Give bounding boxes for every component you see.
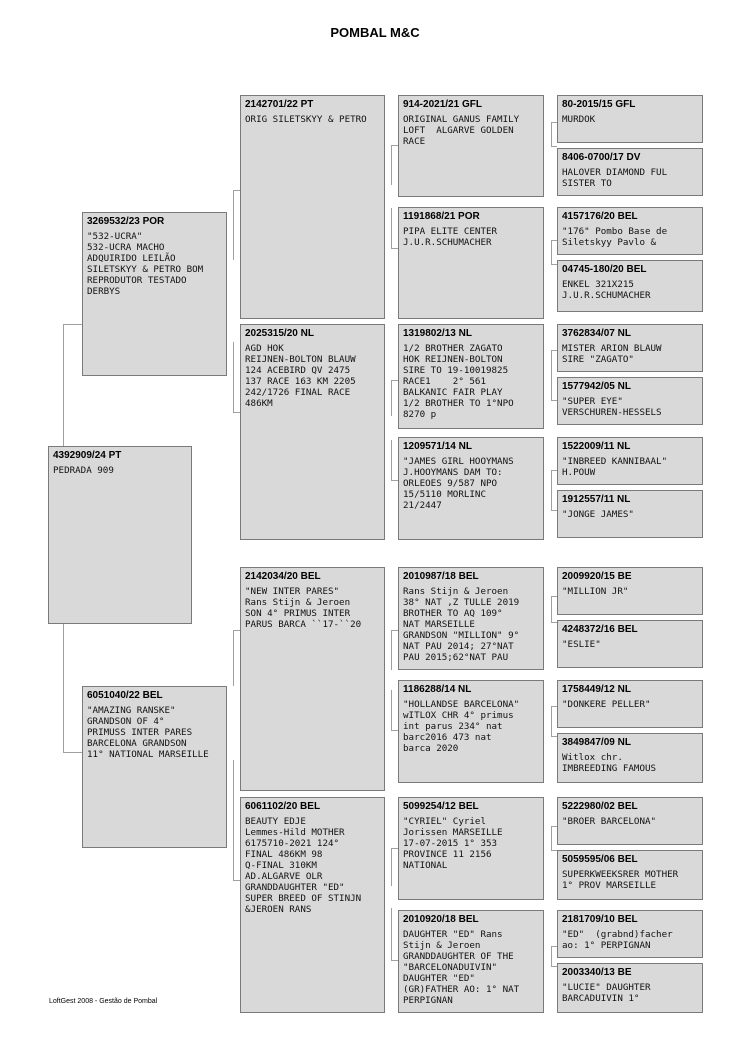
ring-number: 3269532/23 POR bbox=[87, 216, 165, 227]
bird-card-gen4[interactable] bbox=[557, 260, 703, 312]
bird-card-gen2[interactable] bbox=[240, 797, 385, 1013]
ring-number: 5222980/02 BEL bbox=[562, 801, 638, 812]
bird-description: MISTER ARION BLAUW SIRE "ZAGATO" bbox=[562, 343, 662, 365]
bird-card-gen4[interactable] bbox=[557, 797, 703, 845]
ring-number: 2142034/20 BEL bbox=[245, 571, 321, 582]
ring-number: 3762834/07 NL bbox=[562, 328, 631, 339]
bird-description: Rans Stijn & Jeroen 38° NAT ,Z TULLE 2019 BROTHER TO AQ 109° NAT MARSEILLE GRANDSON "MILLION" 9° NAT PAU 2014; 27°NAT PAU 2015;62°NAT PAU bbox=[403, 586, 520, 663]
ring-number: 2003340/13 BE bbox=[562, 967, 632, 978]
bird-description: "HOLLANDSE BARCELONA" wITLOX CHR 4° primus int parus 234° nat barc2016 473 nat barca 2020 bbox=[403, 699, 520, 754]
ring-number: 5059595/06 BEL bbox=[562, 854, 638, 865]
bird-description: "ESLIE" bbox=[562, 639, 601, 650]
bird-description: ENKEL 321X215 J.U.R.SCHUMACHER bbox=[562, 279, 651, 301]
bird-description: HALOVER DIAMOND FUL SISTER TO bbox=[562, 167, 668, 189]
bird-card-gen3[interactable] bbox=[398, 797, 544, 900]
bird-description: "INBREED KANNIBAAL" H.POUW bbox=[562, 456, 668, 478]
ring-number: 2142701/22 PT bbox=[245, 99, 314, 110]
ring-number: 1912557/11 NL bbox=[562, 494, 631, 505]
bird-card-gen3[interactable] bbox=[398, 207, 544, 319]
ring-number: 1758449/12 NL bbox=[562, 684, 631, 695]
ring-number: 5099254/12 BEL bbox=[403, 801, 479, 812]
bird-description: ORIGINAL GANUS FAMILY LOFT ALGARVE GOLDEN RACE bbox=[403, 114, 520, 147]
bird-card-gen4[interactable] bbox=[557, 680, 703, 728]
bird-card-dam[interactable] bbox=[82, 686, 227, 848]
bird-description: "JONGE JAMES" bbox=[562, 509, 634, 520]
page-title: POMBAL M&C bbox=[330, 25, 420, 40]
bird-card-gen3[interactable] bbox=[398, 95, 544, 197]
bird-card-gen4[interactable] bbox=[557, 95, 703, 143]
bird-card-gen4[interactable] bbox=[557, 567, 703, 615]
bird-card-gen4[interactable] bbox=[557, 324, 703, 372]
bird-card-gen4[interactable] bbox=[557, 377, 703, 425]
ring-number: 8406-0700/17 DV bbox=[562, 152, 641, 163]
ring-number: 4392909/24 PT bbox=[53, 450, 122, 461]
ring-number: 2009920/15 BE bbox=[562, 571, 632, 582]
ring-number: 1191868/21 POR bbox=[403, 211, 480, 222]
bird-description: Witlox chr. IMBREEDING FAMOUS bbox=[562, 752, 657, 774]
bird-card-gen2[interactable] bbox=[240, 95, 385, 319]
bird-card-subject[interactable] bbox=[48, 446, 192, 624]
footer-credit: LoftGest 2008 - Gestão de Pombal bbox=[49, 998, 158, 1005]
ring-number: 1319802/13 NL bbox=[403, 328, 472, 339]
bird-description: "CYRIEL" Cyriel Jorissen MARSEILLE 17-07-2015 1° 353 PROVINCE 11 2156 NATIONAL bbox=[403, 816, 503, 871]
bird-description: "MILLION JR" bbox=[562, 586, 629, 597]
bird-description: BEAUTY EDJE Lemmes-Hild MOTHER 6175710-2021 124° FINAL 486KM 98 Q-FINAL 310KM AD.ALGARVE OLR GRANDDAUGHTER "ED" SUPER BREED OF STINJN &JEROEN RANS bbox=[245, 816, 362, 915]
bird-card-gen4[interactable] bbox=[557, 437, 703, 485]
bird-description: AGD HOK REIJNEN-BOLTON BLAUW 124 ACEBIRD QV 2475 137 RACE 163 KM 2205 242/1726 FINAL RACE 486KM bbox=[245, 343, 356, 409]
bird-card-gen3[interactable] bbox=[398, 324, 544, 429]
ring-number: 2010987/18 BEL bbox=[403, 571, 479, 582]
bird-description: "DONKERE PELLER" bbox=[562, 699, 651, 710]
bird-card-gen4[interactable] bbox=[557, 490, 703, 538]
bird-card-gen4[interactable] bbox=[557, 733, 703, 783]
bird-description: "AMAZING RANSKE" GRANDSON OF 4° PRIMUSS INTER PARES BARCELONA GRANDSON 11° NATIONAL MARSEILLE bbox=[87, 705, 209, 760]
bird-description: 1/2 BROTHER ZAGATO HOK REIJNEN-BOLTON SIRE TO 19-10019825 RACE1 2° 561 BALKANIC FAIR PLAY 1/2 BROTHER TO 1°NPO 8270 p bbox=[403, 343, 514, 420]
ring-number: 6061102/20 BEL bbox=[245, 801, 321, 812]
ring-number: 6051040/22 BEL bbox=[87, 690, 163, 701]
ring-number: 4157176/20 BEL bbox=[562, 211, 638, 222]
ring-number: 04745-180/20 BEL bbox=[562, 264, 647, 275]
bird-description: DAUGHTER "ED" Rans Stijn & Jeroen GRANDDAUGHTER OF THE "BARCELONADUIVIN" DAUGHTER "ED" (GR)FATHER AO: 1° NAT PERPIGNAN bbox=[403, 929, 520, 1006]
ring-number: 3849847/09 NL bbox=[562, 737, 631, 748]
ring-number: 1209571/14 NL bbox=[403, 441, 472, 452]
bird-card-gen3[interactable] bbox=[398, 567, 544, 670]
bird-card-gen4[interactable] bbox=[557, 963, 703, 1013]
bird-card-sire[interactable] bbox=[82, 212, 227, 376]
ring-number: 2025315/20 NL bbox=[245, 328, 314, 339]
bird-card-gen3[interactable] bbox=[398, 680, 544, 783]
bird-description: "NEW INTER PARES" Rans Stijn & Jeroen SON 4° PRIMUS INTER PARUS BARCA ``17-``20 bbox=[245, 586, 362, 630]
bird-card-gen4[interactable] bbox=[557, 148, 703, 196]
bird-description: PEDRADA 909 bbox=[53, 465, 114, 476]
ring-number: 1577942/05 NL bbox=[562, 381, 631, 392]
bird-description: SUPERKWEEKSRER MOTHER 1° PROV MARSEILLE bbox=[562, 869, 679, 891]
bird-description: "BROER BARCELONA" bbox=[562, 816, 657, 827]
bird-card-gen4[interactable] bbox=[557, 207, 703, 255]
bird-description: "SUPER EYE" VERSCHUREN-HESSELS bbox=[562, 396, 662, 418]
bird-description: MURDOK bbox=[562, 114, 596, 125]
bird-description: "LUCIE" DAUGHTER BARCADUIVIN 1° bbox=[562, 982, 651, 1004]
bird-description: PIPA ELITE CENTER J.U.R.SCHUMACHER bbox=[403, 226, 498, 248]
ring-number: 80-2015/15 GFL bbox=[562, 99, 636, 110]
ring-number: 914-2021/21 GFL bbox=[403, 99, 482, 110]
ring-number: 1186288/14 NL bbox=[403, 684, 472, 695]
bird-description: "ED" (grabnd)facher ao: 1° PERPIGNAN bbox=[562, 929, 673, 951]
bird-card-gen4[interactable] bbox=[557, 910, 703, 958]
bird-card-gen2[interactable] bbox=[240, 567, 385, 791]
bird-description: "532-UCRA" 532-UCRA MACHO ADQUIRIDO LEILÃO SILETSKYY & PETRO BOM REPRODUTOR TESTADO DERBYS bbox=[87, 231, 204, 297]
bird-card-gen3[interactable] bbox=[398, 437, 544, 540]
ring-number: 2181709/10 BEL bbox=[562, 914, 638, 925]
bird-card-gen4[interactable] bbox=[557, 850, 703, 900]
bird-card-gen3[interactable] bbox=[398, 910, 544, 1013]
bird-description: "176" Pombo Base de Siletskyy Pavlo & bbox=[562, 226, 668, 248]
ring-number: 4248372/16 BEL bbox=[562, 624, 638, 635]
bird-description: "JAMES GIRL HOOYMANS J.HOOYMANS DAM TO: ORLEOES 9/587 NPO 15/5110 MORLINC 21/2447 bbox=[403, 456, 514, 511]
ring-number: 2010920/18 BEL bbox=[403, 914, 479, 925]
bird-card-gen4[interactable] bbox=[557, 620, 703, 668]
bird-description: ORIG SILETSKYY & PETRO bbox=[245, 114, 367, 125]
bird-card-gen2[interactable] bbox=[240, 324, 385, 540]
ring-number: 1522009/11 NL bbox=[562, 441, 631, 452]
